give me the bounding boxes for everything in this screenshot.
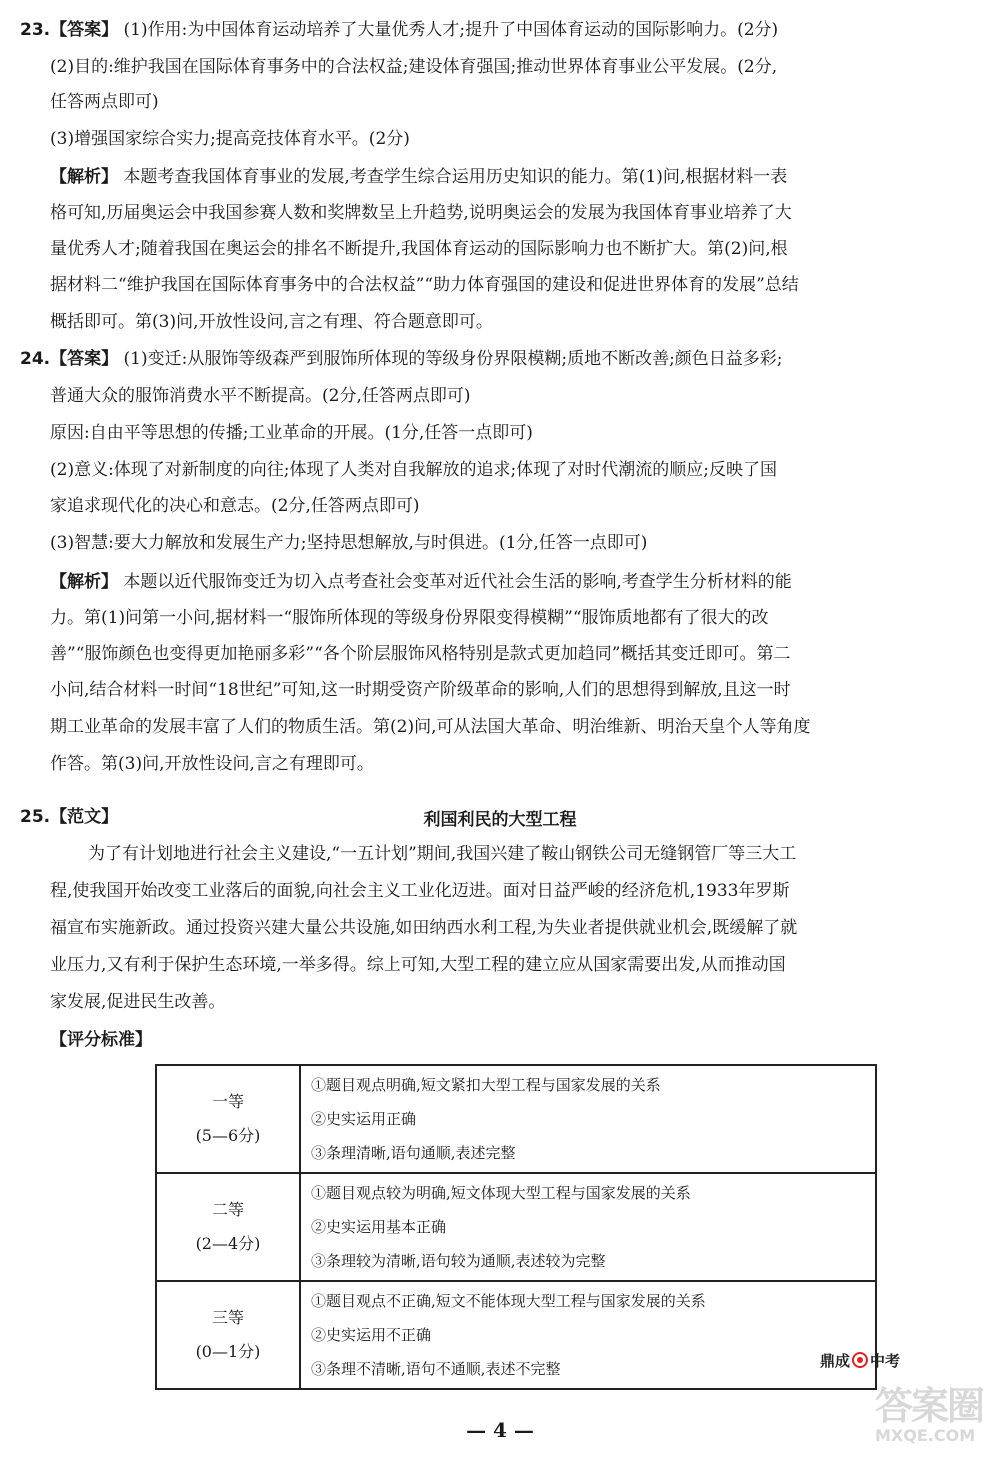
q24-analysis-text-5: 期工业革命的发展丰富了人们的物质生活。第(2)问,可从法国大革命、明治维新、明治天皇个人等角度 bbox=[50, 717, 811, 737]
rubric-item: ③条理不清晰,语句不通顺,表述不完整 bbox=[311, 1360, 561, 1378]
q24-analysis-text-1: 本题以近代服饰变迁为切入点考查社会变革对近代社会生活的影响,考查学生分析材料的能 bbox=[123, 572, 792, 592]
essay-title: 利国利民的大型工程 bbox=[423, 810, 577, 830]
rubric-row bbox=[156, 1065, 876, 1173]
q24-answer-line1 bbox=[20, 347, 783, 371]
rubric-score: (2—4分) bbox=[195, 1234, 261, 1253]
watermark-line1: 答案圈 bbox=[875, 1384, 984, 1428]
q23-analysis-text-5: 概括即可。第(3)问,开放性设问,言之有理、符合题意即可。 bbox=[50, 312, 493, 332]
rubric-level-cell bbox=[156, 1281, 300, 1389]
rubric-items-cell bbox=[300, 1065, 876, 1173]
logo-text-right: 中考 bbox=[870, 1352, 901, 1370]
rubric-item: ①题目观点明确,短文紧扣大型工程与国家发展的关系 bbox=[311, 1076, 661, 1094]
q24-answer-3: (3)智慧:要大力解放和发展生产力;坚持思想解放,与时俱进。(1分,任答一点即可) bbox=[50, 533, 648, 553]
q24-analysis-line1 bbox=[50, 570, 792, 594]
essay-line-2: 程,使我国开始改变工业落后的面貌,向社会主义工业化迈进。面对日益严峻的经济危机,1933年罗斯 bbox=[50, 881, 790, 901]
q23-analysis-text-3: 量优秀人才;随着我国在奥运会的排名不断提升,我国体育运动的国际影响力也不断扩大。第(2)问,根 bbox=[50, 239, 788, 259]
rubric-score: (5—6分) bbox=[195, 1126, 261, 1145]
essay-line-5: 家发展,促进民生改善。 bbox=[50, 992, 226, 1012]
rubric-level-cell bbox=[156, 1173, 300, 1281]
rubric-item: ③条理较为清晰,语句较为通顺,表述较为完整 bbox=[311, 1252, 606, 1270]
q24-analysis-tag: 【解析】 bbox=[50, 572, 118, 592]
rubric-level: 一等 bbox=[211, 1092, 244, 1111]
q25-number: 25. bbox=[20, 807, 51, 827]
q23-answer-2-line2: 任答两点即可) bbox=[50, 92, 159, 112]
q23-number: 23. bbox=[20, 20, 51, 40]
q23-answer-1: (1)作用:为中国体育运动培养了大量优秀人才;提升了中国体育运动的国际影响力。(2分) bbox=[123, 20, 779, 40]
rubric-row bbox=[156, 1173, 876, 1281]
q23-answer-2-line1: (2)目的:维护我国在国际体育事务中的合法权益;建设体育强国;推动世界体育事业公平发展。(2分, bbox=[50, 57, 778, 77]
rubric-item: ③条理清晰,语句通顺,表述完整 bbox=[311, 1144, 516, 1162]
logo-text-left: 鼎成 bbox=[820, 1352, 851, 1370]
essay-line-3: 福宣布实施新政。通过投资兴建大量公共设施,如田纳西水利工程,为失业者提供就业机会,既缓解了就 bbox=[50, 918, 798, 938]
essay-line-4: 业压力,又有利于保护生态环境,一举多得。综上可知,大型工程的建立应从国家需要出发,从而推动国 bbox=[50, 955, 786, 975]
q23-answer-tag: 【答案】 bbox=[50, 20, 119, 40]
watermark-line2: MXQE.COM bbox=[875, 1426, 976, 1445]
rubric-level: 二等 bbox=[211, 1200, 244, 1219]
rubric-level-cell bbox=[156, 1065, 300, 1173]
rubric-item: ②史实运用不正确 bbox=[311, 1326, 432, 1344]
publisher-logo bbox=[820, 1350, 900, 1371]
rubric-item: ①题目观点较为明确,短文体现大型工程与国家发展的关系 bbox=[311, 1184, 691, 1202]
q24-analysis-text-2: 力。第(1)问第一小问,据材料一“服饰所体现的等级身份界限变得模糊”“服饰质地都有了很大的改 bbox=[50, 608, 769, 628]
q24-answer-2-line1: (2)意义:体现了对新制度的向往;体现了人类对自我解放的追求;体现了对时代潮流的顺应;反映了国 bbox=[50, 460, 777, 480]
q23-analysis-tag: 【解析】 bbox=[50, 167, 118, 187]
q23-analysis-line1 bbox=[50, 165, 787, 189]
q24-reason: 原因:自由平等思想的传播;工业革命的开展。(1分,任答一点即可) bbox=[50, 423, 533, 443]
target-icon bbox=[852, 1352, 868, 1368]
q24-answer-tag: 【答案】 bbox=[50, 349, 119, 369]
q24-number: 24. bbox=[20, 349, 51, 369]
q23-answer-line1 bbox=[20, 18, 778, 42]
q24-answer-2-line2: 家追求现代化的决心和意志。(2分,任答两点即可) bbox=[50, 496, 420, 516]
q23-analysis-text-1: 本题考查我国体育事业的发展,考查学生综合运用历史知识的能力。第(1)问,根据材料一表 bbox=[123, 167, 788, 187]
rubric-item: ①题目观点不正确,短文不能体现大型工程与国家发展的关系 bbox=[311, 1292, 706, 1310]
rubric-score: (0—1分) bbox=[195, 1342, 261, 1361]
rubric-tag: 【评分标准】 bbox=[50, 1030, 152, 1050]
q23-answer-3: (3)增强国家综合实力;提高竞技体育水平。(2分) bbox=[50, 129, 410, 149]
rubric-table bbox=[155, 1064, 877, 1390]
rubric-level: 三等 bbox=[211, 1308, 244, 1327]
page-number: — 4 — bbox=[466, 1418, 534, 1442]
q24-analysis-text-4: 小问,结合材料一时间“18世纪”可知,这一时期受资产阶级革命的影响,人们的思想得到解放,且这一时 bbox=[50, 680, 791, 700]
q23-analysis-text-2: 格可知,历届奥运会中我国参赛人数和奖牌数呈上升趋势,说明奥运会的发展为我国体育事业培养了大 bbox=[50, 203, 792, 223]
q24-analysis-text-6: 作答。第(3)问,开放性设问,言之有理即可。 bbox=[50, 754, 374, 774]
rubric-items-cell bbox=[300, 1173, 876, 1281]
watermark bbox=[875, 1375, 995, 1455]
rubric-items-cell bbox=[300, 1281, 876, 1389]
q25-essay-tag: 【范文】 bbox=[50, 807, 119, 827]
q23-analysis-text-4: 据材料二“维护我国在国际体育事务中的合法权益”“助力体育强国的建设和促进世界体育的发展”总结 bbox=[50, 275, 799, 295]
essay-line-1: 为了有计划地进行社会主义建设,“一五计划”期间,我国兴建了鞍山钢铁公司无缝钢管厂等三大工 bbox=[88, 844, 797, 864]
q24-answer-1-line2: 普通大众的服饰消费水平不断提高。(2分,任答两点即可) bbox=[50, 386, 471, 406]
rubric-item: ②史实运用正确 bbox=[311, 1110, 417, 1128]
rubric-row bbox=[156, 1281, 876, 1389]
q24-answer-1-line1: (1)变迁:从服饰等级森严到服饰所体现的等级身份界限模糊;质地不断改善;颜色日益多彩; bbox=[123, 349, 783, 369]
q24-analysis-text-3: 善”“服饰颜色也变得更加艳丽多彩”“各个阶层服饰风格特别是款式更加趋同”概括其变迁即可。第二 bbox=[50, 644, 791, 664]
rubric-item: ②史实运用基本正确 bbox=[311, 1218, 447, 1236]
